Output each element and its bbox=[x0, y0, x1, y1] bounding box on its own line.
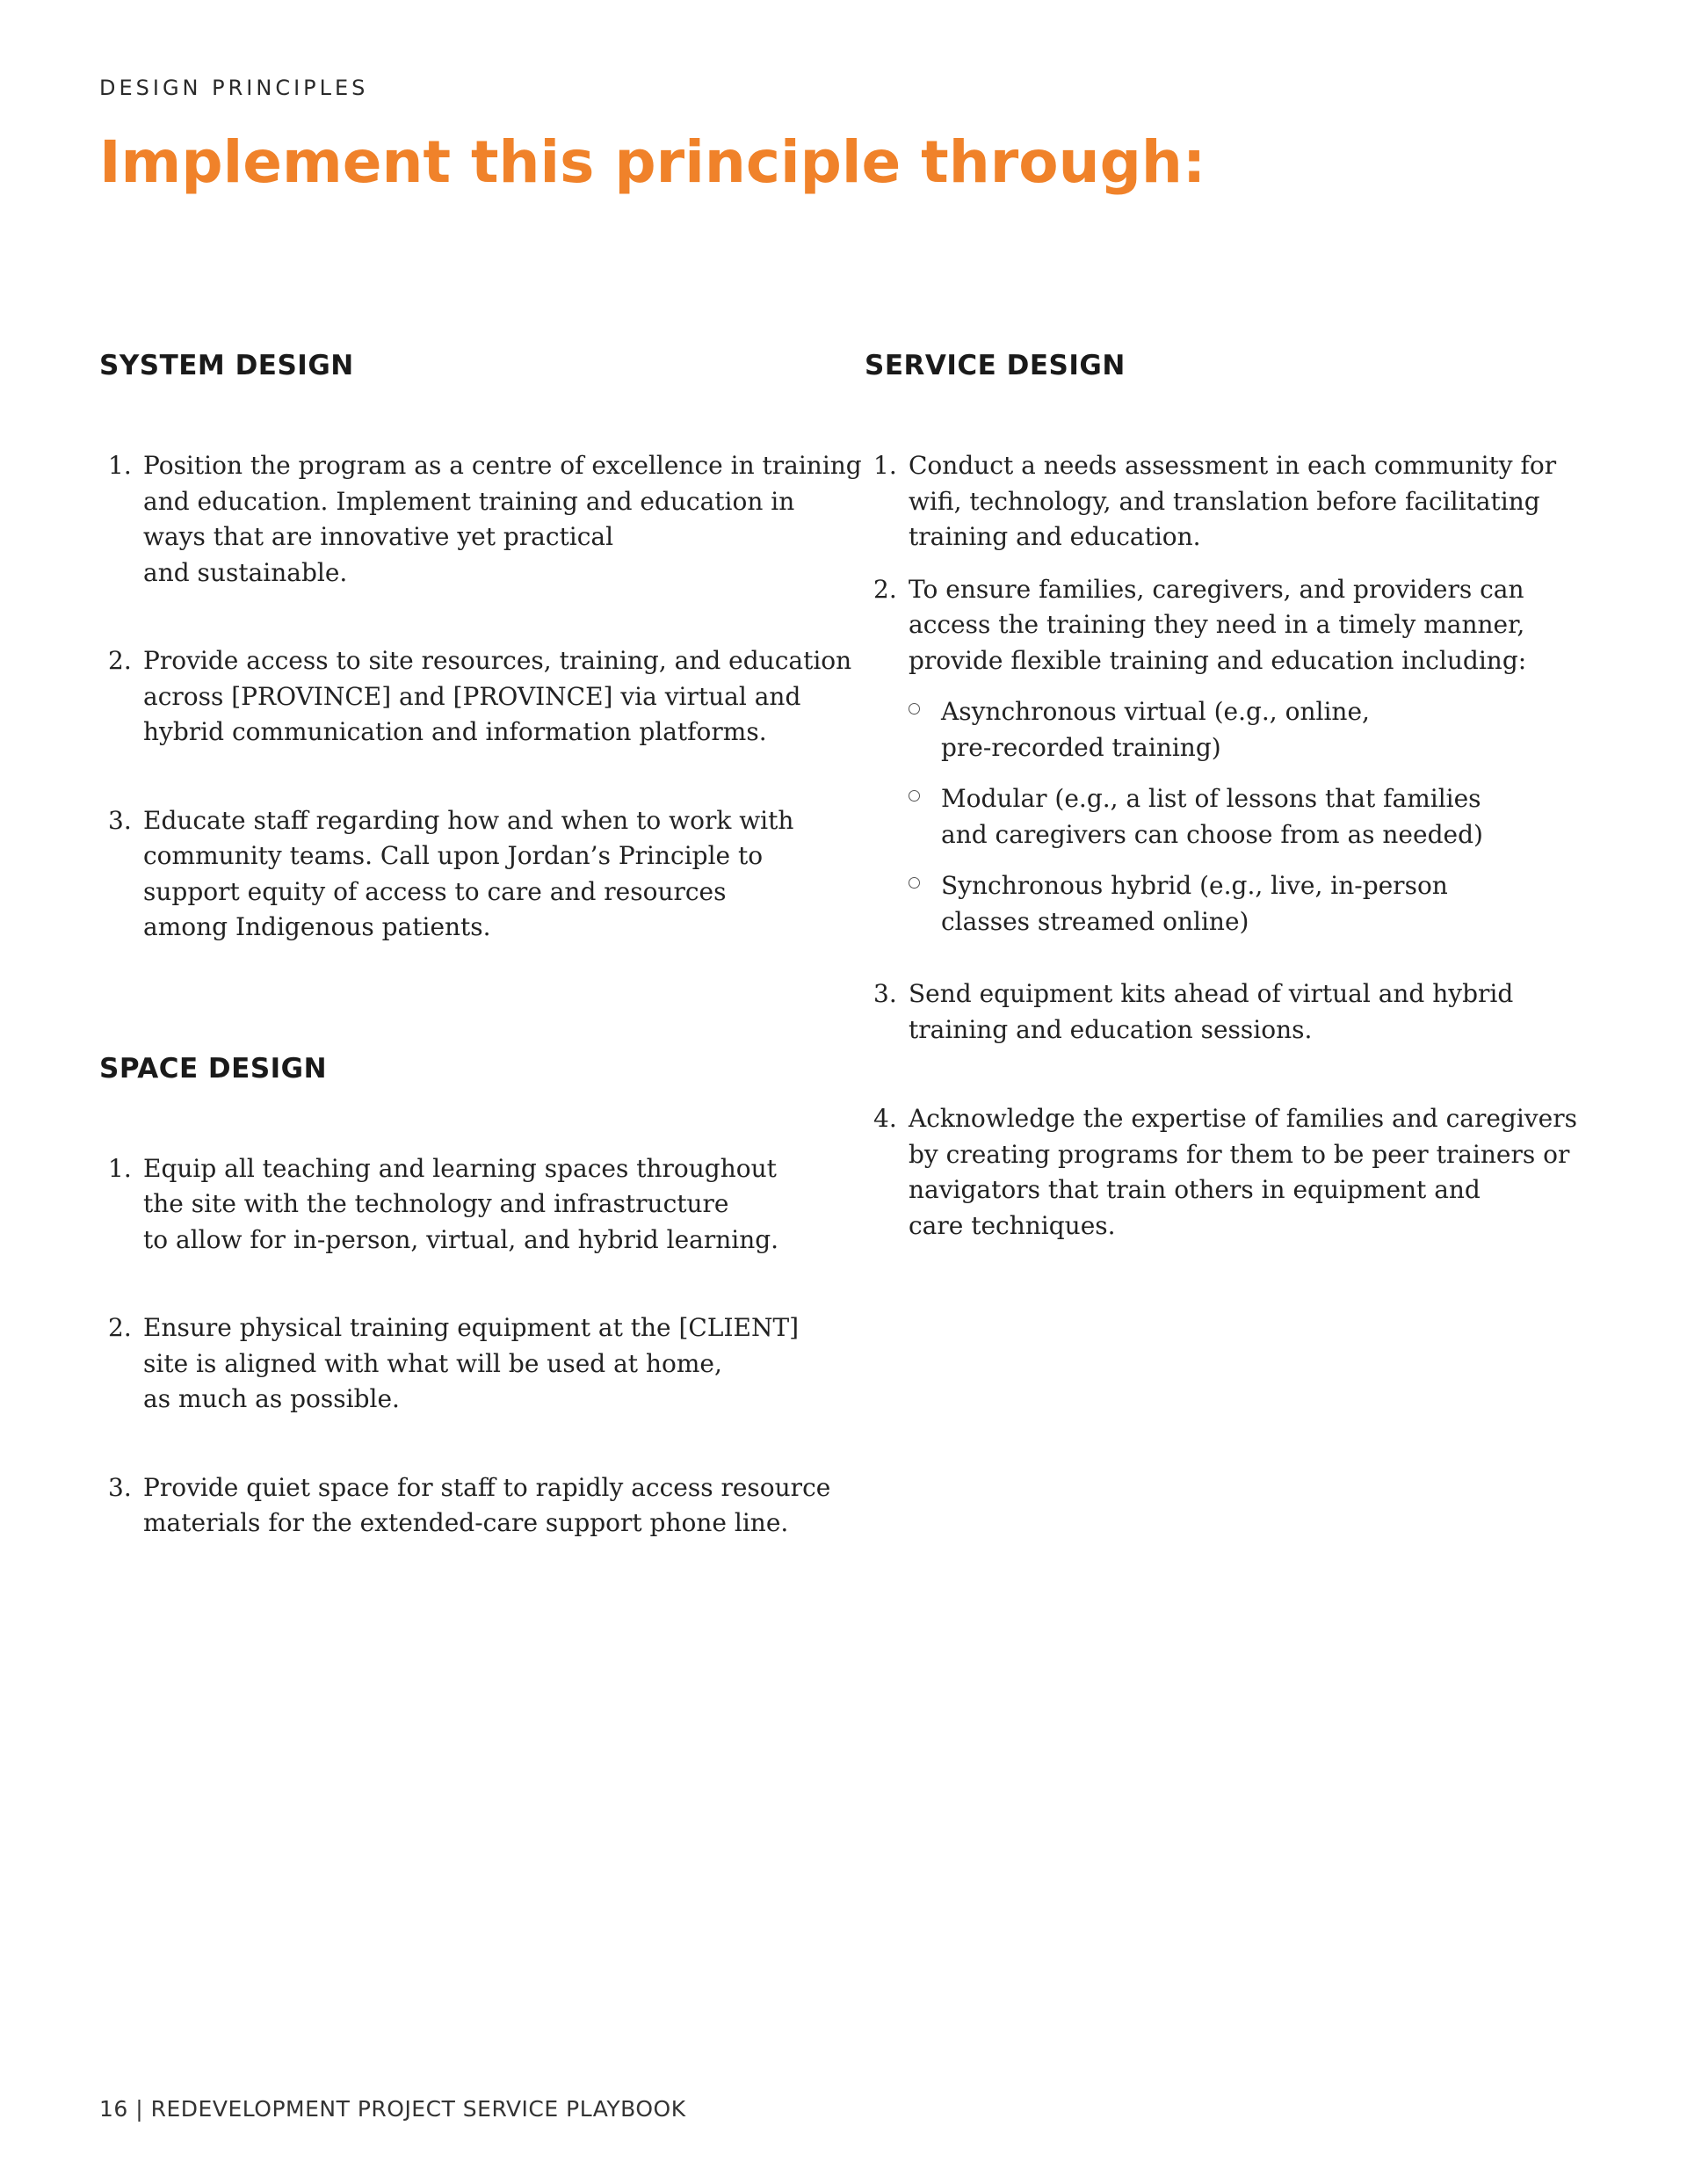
list-item bbox=[99, 1310, 837, 1418]
page-title: Implement this principle through: bbox=[99, 128, 1206, 196]
sub-list bbox=[909, 694, 1603, 940]
item-text-line: To ensure families, caregivers, and providers can bbox=[909, 574, 1524, 604]
list-item bbox=[99, 1151, 837, 1259]
item-text-line: to allow for in-person, virtual, and hybrid learning. bbox=[143, 1224, 779, 1254]
item-number: 3. bbox=[108, 805, 132, 835]
space-design-list bbox=[99, 1151, 837, 1542]
item-number: 1. bbox=[108, 1153, 132, 1183]
list-item bbox=[99, 448, 862, 591]
list-item bbox=[99, 643, 852, 751]
item-text-line: Provide quiet space for staff to rapidly access resource bbox=[143, 1472, 831, 1502]
item-text-line: as much as possible. bbox=[143, 1384, 400, 1413]
item-number: 1. bbox=[108, 451, 132, 480]
item-number: 1. bbox=[873, 451, 897, 480]
sub-list-item bbox=[909, 694, 1603, 765]
sub-item-text-line: Synchronous hybrid (e.g., live, in-person bbox=[941, 871, 1448, 900]
item-text-line: care techniques. bbox=[909, 1210, 1116, 1240]
item-text-line: site is aligned with what will be used at home, bbox=[143, 1348, 722, 1378]
item-number: 2. bbox=[108, 646, 132, 675]
item-text-line: and education. Implement training and education in bbox=[143, 486, 795, 516]
item-number: 4. bbox=[873, 1104, 897, 1133]
space-design-heading: SPACE DESIGN bbox=[99, 1052, 328, 1085]
item-text-line: training and education. bbox=[909, 522, 1201, 551]
list-item bbox=[865, 448, 1603, 555]
list-item bbox=[865, 976, 1603, 1048]
item-text-line: support equity of access to care and resources bbox=[143, 876, 727, 906]
item-text-line: Send equipment kits ahead of virtual and hybrid bbox=[909, 979, 1514, 1008]
item-text-line: Ensure physical training equipment at the [CLIENT] bbox=[143, 1313, 800, 1342]
sub-list-item bbox=[909, 868, 1603, 940]
item-text-line: navigators that train others in equipment and bbox=[909, 1175, 1481, 1204]
list-item bbox=[865, 1101, 1603, 1244]
item-number: 3. bbox=[873, 979, 897, 1008]
sub-list-item bbox=[909, 781, 1603, 853]
list-item bbox=[865, 572, 1603, 940]
sub-item-text-line: Asynchronous virtual (e.g., online, bbox=[941, 697, 1370, 726]
circle-bullet-icon bbox=[909, 703, 920, 715]
system-design-heading: SYSTEM DESIGN bbox=[99, 350, 354, 381]
sub-item-text-line: Modular (e.g., a list of lessons that families bbox=[941, 784, 1481, 813]
sub-item-text-line: and caregivers can choose from as needed) bbox=[941, 819, 1483, 849]
item-text-line: wifi, technology, and translation before facilitating bbox=[909, 486, 1540, 516]
service-design-heading: SERVICE DESIGN bbox=[865, 350, 1126, 381]
item-text-line: access the training they need in a timely manner, bbox=[909, 610, 1525, 639]
system-design-list bbox=[99, 448, 862, 946]
item-text-line: training and education sessions. bbox=[909, 1014, 1313, 1044]
item-text-line: community teams. Call upon Jordan’s Principle to bbox=[143, 841, 764, 870]
list-item bbox=[99, 803, 837, 946]
item-text-line: Conduct a needs assessment in each community for bbox=[909, 451, 1557, 480]
page-footer: 16 | REDEVELOPMENT PROJECT SERVICE PLAYBOOK bbox=[99, 2096, 686, 2122]
sub-item-text-line: classes streamed online) bbox=[941, 906, 1249, 936]
item-text-line: the site with the technology and infrastructure bbox=[143, 1189, 729, 1218]
item-text-line: Educate staff regarding how and when to work with bbox=[143, 805, 794, 835]
item-text-line: ways that are innovative yet practical bbox=[143, 522, 614, 551]
sub-item-text-line: pre-recorded training) bbox=[941, 732, 1221, 762]
item-text-line: among Indigenous patients. bbox=[143, 912, 491, 941]
right-column bbox=[865, 350, 1603, 1244]
section-eyebrow: DESIGN PRINCIPLES bbox=[99, 76, 369, 100]
item-number: 2. bbox=[108, 1313, 132, 1342]
item-text-line: and sustainable. bbox=[143, 557, 348, 587]
item-text-line: Equip all teaching and learning spaces throughout bbox=[143, 1153, 777, 1183]
list-item bbox=[99, 1470, 837, 1542]
item-text-line: Acknowledge the expertise of families and caregivers bbox=[909, 1104, 1577, 1133]
item-text-line: hybrid communication and information platforms. bbox=[143, 717, 767, 746]
item-number: 3. bbox=[108, 1472, 132, 1502]
circle-bullet-icon bbox=[909, 877, 920, 889]
item-text-line: Provide access to site resources, training, and education bbox=[143, 646, 852, 675]
item-text-line: provide flexible training and education including: bbox=[909, 645, 1527, 675]
item-text-line: across [PROVINCE] and [PROVINCE] via virtual and bbox=[143, 681, 801, 711]
item-number: 2. bbox=[873, 574, 897, 604]
service-design-list bbox=[865, 448, 1603, 1244]
item-text-line: Position the program as a centre of excellence in training bbox=[143, 451, 862, 480]
item-text-line: by creating programs for them to be peer trainers or bbox=[909, 1139, 1570, 1169]
left-column bbox=[99, 350, 862, 1542]
circle-bullet-icon bbox=[909, 790, 920, 802]
item-text-line: materials for the extended-care support phone line. bbox=[143, 1508, 789, 1537]
